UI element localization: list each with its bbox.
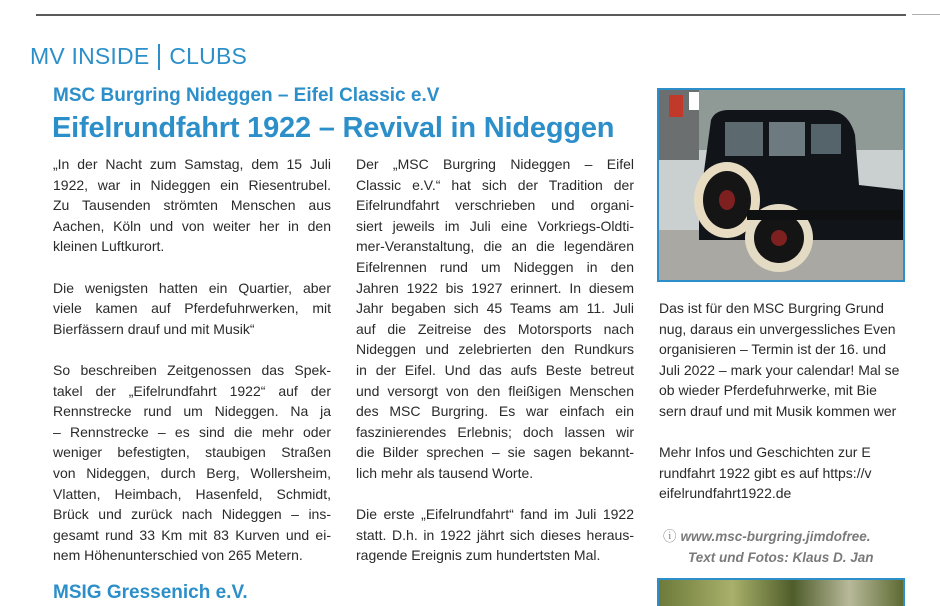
subsection-label: CLUBS xyxy=(169,43,248,69)
text-line: 1922, war in Nideggen ein Riesentrubel. xyxy=(53,176,331,193)
text-line: Bierfässern drauf und mit Musik“ xyxy=(53,320,255,337)
paragraph xyxy=(53,154,331,257)
text-line: sern drauf und mit Musik kommen wer xyxy=(659,402,897,419)
text-line: auf die Zeitreise des Motorsports nach xyxy=(356,320,634,337)
text-line: statt. D.h. in 1922 jährt sich dieses heraus- xyxy=(356,526,634,543)
text-line: und versorgt von den fleißigen Menschen xyxy=(356,382,634,399)
paragraph xyxy=(356,154,634,484)
text-line: „In der Nacht zum Samstag, dem 15 Juli xyxy=(53,156,331,172)
text-line: rundfahrt 1922 gibt es auf https://v xyxy=(659,464,872,481)
text-line: organisieren – Termin ist der 16. und xyxy=(659,341,886,358)
text-line: nem Höhenunterschied von 265 Metern. xyxy=(53,547,303,564)
section-divider xyxy=(158,44,160,70)
vintage-car-photo xyxy=(657,88,905,282)
paragraph xyxy=(53,360,331,566)
text-line: faszinierendes Erlebnis; doch lassen wir xyxy=(356,423,634,440)
text-line: Das ist für den MSC Burgring Grund xyxy=(659,300,884,316)
text-line: viele kamen auf Pferdefuhrwerken, mit xyxy=(53,300,331,317)
text-line: Die erste „Eifelrundfahrt“ fand im Juli 1922 xyxy=(356,506,634,523)
credit-text: Text und Fotos: Klaus D. Jan xyxy=(688,550,874,565)
text-line: Classic e.V.“ hat sich der Tradition der xyxy=(356,176,634,193)
vintage-car-image xyxy=(659,90,903,280)
text-line: Zu Tausenden strömten Menschen aus xyxy=(53,197,331,214)
text-line: die Bilder sprechen – sie sagen bekannt- xyxy=(356,444,634,461)
top-rule-end xyxy=(912,14,940,15)
top-rule xyxy=(36,14,906,16)
text-line: kleinen Luftkurort. xyxy=(53,238,165,255)
text-line: weniger befestigten, staubigen Straßen xyxy=(53,444,331,461)
text-line: Nideggen und zelebrierten den Rundkurs xyxy=(356,341,634,358)
photo-credit xyxy=(663,526,905,568)
credit-url[interactable]: www.msc-burgring.jimdofree. xyxy=(680,529,871,544)
article-kicker: MSC Burgring Nideggen – Eifel Classic e.V xyxy=(53,85,440,106)
text-line: Der „MSC Burgring Nideggen – Eifel xyxy=(356,156,634,172)
text-line: Eifelrundfahrt verschrieben und organi- xyxy=(356,197,634,214)
text-line: Mehr Infos und Geschichten zur E xyxy=(659,444,871,461)
text-line: Brück und zurück nach Nideggen – ins- xyxy=(53,506,331,523)
text-line: ragende Ereignis zum hundertsten Mal. xyxy=(356,547,601,564)
next-article-heading: MSIG Gressenich e.V. xyxy=(53,582,248,603)
text-line: Rennstrecke rund um Nideggen. Na ja xyxy=(53,403,331,420)
text-line: Aachen, Köln und von weiter her in den xyxy=(53,217,331,234)
paragraph xyxy=(53,278,331,340)
text-line: Juli 2022 – mark your calendar! Mal se xyxy=(659,361,900,378)
text-line: Jahr begaben sich 45 Teams am 11. Juli xyxy=(356,300,634,317)
text-line: des MSC Burgring. Es war einfach ein xyxy=(356,403,634,420)
text-line: siert jeweils im Juli eine Vorkriegs-Oldti- xyxy=(356,217,634,234)
section-header xyxy=(30,41,650,71)
text-line: So beschreiben Zeitgenossen das Spek- xyxy=(53,361,331,378)
text-line: Eifelrennen rund um Nideggen in den xyxy=(356,258,634,275)
paragraph xyxy=(659,442,905,504)
paragraph xyxy=(659,298,905,422)
text-line: – Rennstrecke – es sind die mehr oder xyxy=(53,423,331,440)
article-headline: Eifelrundfahrt 1922 – Revival in Nideggen xyxy=(52,112,615,144)
text-line: mer-Veranstaltung, die an die legendären xyxy=(356,238,634,255)
text-line: Vlatten, Heimbach, Hasenfeld, Schmidt, xyxy=(53,485,331,502)
info-icon: ⓘ xyxy=(663,529,677,544)
section-label: MV INSIDE xyxy=(30,43,150,69)
article-column-1 xyxy=(53,154,331,586)
article-column-2 xyxy=(356,154,634,586)
text-line: lich mehr als tausend Worte. xyxy=(356,464,534,481)
text-line: ob wieder Pferdefuhrwerke, mit Bie xyxy=(659,382,877,399)
text-line: nug, daraus ein unvergessliches Even xyxy=(659,320,896,337)
text-line: in der Eifel. Und das aufs Beste betreut xyxy=(356,361,634,378)
next-article-photo xyxy=(657,578,905,606)
text-line: Jahren 1922 bis 1927 erinnert. In diesem xyxy=(356,279,634,296)
text-line: Die wenigsten hatten ein Quartier, aber xyxy=(53,279,331,296)
text-line: gesamt rund 33 Km mit 83 Kurven und ei- xyxy=(53,526,331,543)
text-line: eifelrundfahrt1922.de xyxy=(659,485,792,502)
text-line: von Nideggen, durch Berg, Wollersheim, xyxy=(53,464,331,481)
article-column-3 xyxy=(659,298,905,525)
paragraph xyxy=(356,504,634,566)
text-line: takel der „Eifelrundfahrt 1922“ auf der xyxy=(53,382,331,399)
